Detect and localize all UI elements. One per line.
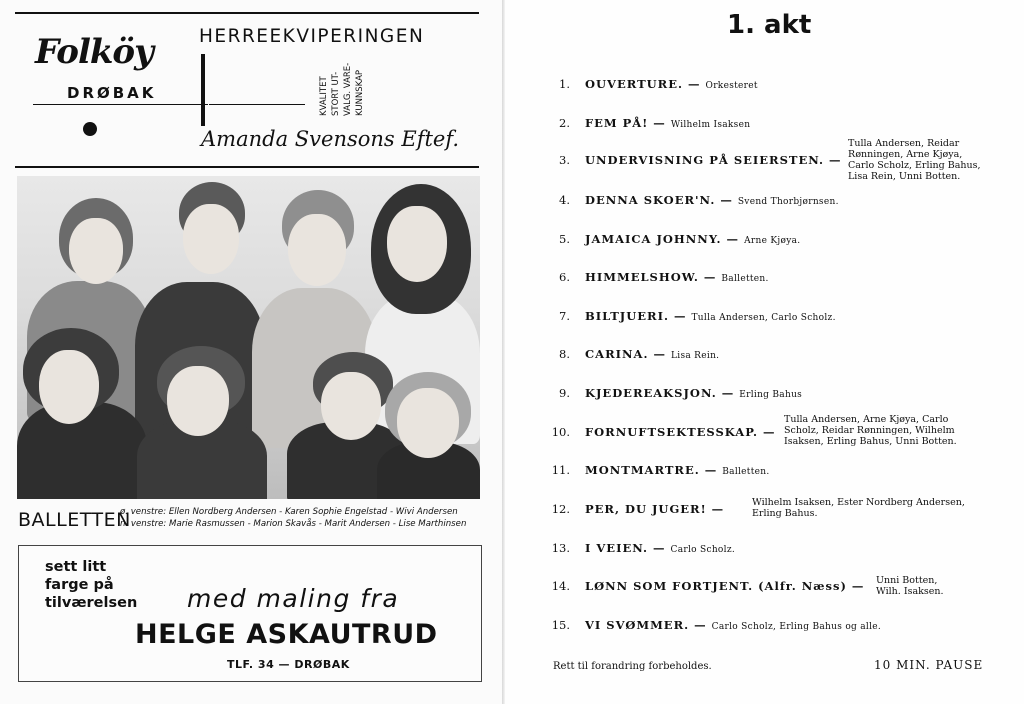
item-number: 15. (551, 618, 570, 632)
item-cast: Balletten. (722, 467, 770, 477)
item-number: 3. (559, 153, 570, 167)
item-title-line (585, 193, 839, 207)
program-footer-note: Rett til forandring forbeholdes. (553, 661, 712, 672)
item-number: 10. (551, 425, 570, 439)
item-title-line (585, 347, 719, 361)
program-intermission: 10 MIN. PAUSE (874, 658, 984, 672)
ad-phone: TLF. 34 — DRØBAK (227, 658, 350, 671)
item-number: 5. (559, 232, 570, 246)
item-title-line (585, 463, 770, 477)
program-item (548, 386, 1008, 406)
tagline-line: STORT UT- (331, 71, 341, 116)
item-cast: Arne Kjøya. (744, 236, 801, 246)
caption-bottom-row: n. venstre: Marie Rasmussen - Marion Skavås - Marit Andersen - Lise Marthinsen (120, 519, 467, 529)
ad-signature: Amanda Svensons Eftef. (201, 127, 460, 151)
left-page (0, 0, 505, 704)
slogan-line: tilværelsen (45, 595, 138, 611)
tagline-line: KUNNSKAP (355, 69, 365, 116)
program-item (548, 309, 1008, 329)
folkoy-advertisement (15, 12, 479, 168)
photo-person (137, 346, 267, 499)
tagline-line: VALG. VARE- (343, 62, 353, 116)
logo-town: DRØBAK (67, 84, 157, 102)
cast-line: Lisa Rein, Unni Botten. (848, 171, 961, 182)
item-cast: Erling Bahus (739, 390, 803, 400)
cast-line: Carlo Scholz, Erling Bahus, (848, 160, 981, 171)
cast-line: Tulla Andersen, Arne Kjøya, Carlo (784, 414, 949, 425)
askautrud-advertisement (18, 545, 482, 682)
folkoy-logo: Folköy (35, 32, 153, 72)
photo-person (377, 372, 480, 499)
item-cast: Carlo Scholz, Erling Bahus og alle. (711, 622, 882, 632)
item-cast: Orkesteret (705, 81, 758, 91)
item-title: LØNN SOM FORTJENT. (Alfr. Næss) — (585, 579, 865, 593)
logo-divider-right (209, 104, 305, 105)
item-title-line (585, 309, 836, 323)
item-cast-block (752, 497, 1000, 519)
item-title: FORNUFTSEKTESSKAP. — (585, 425, 776, 439)
item-title-line (585, 116, 750, 130)
item-number: 4. (559, 193, 570, 207)
logo-vertical-bar (201, 54, 205, 126)
item-number: 9. (559, 386, 570, 400)
item-number: 14. (551, 579, 570, 593)
logo-dot (83, 122, 97, 136)
item-cast: Lisa Rein. (670, 351, 720, 361)
item-title: PER, DU JUGER! — (585, 502, 725, 516)
item-number: 12. (551, 502, 570, 516)
item-title: CARINA. — (585, 347, 666, 361)
item-title: MONTMARTRE. — (585, 463, 718, 477)
item-number: 2. (559, 116, 570, 130)
item-cast-block (876, 575, 976, 597)
program-item (548, 270, 1008, 290)
logo-divider (33, 104, 208, 105)
program-item (548, 347, 1008, 367)
photo-person (17, 324, 147, 499)
item-number: 1. (559, 77, 570, 91)
cast-line: Scholz, Reidar Rønningen, Wilhelm (784, 425, 955, 436)
item-cast: Tulla Andersen, Carlo Scholz. (691, 313, 836, 323)
item-number: 8. (559, 347, 570, 361)
item-title-line (585, 270, 769, 284)
ballet-group-photo (17, 176, 480, 499)
slogan-line: sett litt (45, 559, 107, 575)
item-cast: Wilhelm Isaksen (670, 120, 751, 130)
cast-line: Tulla Andersen, Reidar (848, 138, 960, 149)
item-cast: Carlo Scholz. (670, 545, 736, 555)
program-item (548, 618, 1008, 638)
cast-line: Isaksen, Erling Bahus, Unni Botten. (784, 436, 957, 447)
ad-tagline (317, 50, 387, 116)
group-label: BALLETTEN (18, 509, 131, 531)
caption-top-row: ø. venstre: Ellen Nordberg Andersen - Karen Sophie Engelstad - Wivi Andersen (120, 507, 458, 517)
item-title-line (585, 232, 800, 246)
item-title: OUVERTURE. — (585, 77, 701, 91)
program-item (548, 232, 1008, 252)
item-cast-block (848, 138, 988, 182)
program-item (548, 541, 1008, 561)
ad-slogan (45, 558, 137, 612)
ad-headline: HERREEKVIPERINGEN (199, 26, 425, 47)
item-title: UNDERVISNING PÅ SEIERSTEN. — (585, 153, 842, 167)
item-title-line (585, 618, 881, 632)
slogan-line: farge på (45, 577, 114, 593)
program-item (548, 116, 1008, 136)
cast-line: Unni Botten, (876, 575, 938, 586)
item-title: FEM PÅ! — (585, 116, 666, 130)
item-title-line (585, 541, 735, 555)
item-number: 7. (559, 309, 570, 323)
item-number: 13. (551, 541, 570, 555)
cast-line: Wilh. Isaksen. (876, 586, 944, 597)
item-number: 11. (551, 463, 570, 477)
item-cast: Svend Thorbjørnsen. (737, 197, 839, 207)
program-item (548, 193, 1008, 213)
item-title: KJEDEREAKSJON. — (585, 386, 735, 400)
item-number: 6. (559, 270, 570, 284)
program-heading: 1. akt (727, 10, 812, 40)
cast-line: Erling Bahus. (752, 508, 818, 519)
cast-line: Rønningen, Arne Kjøya, (848, 149, 963, 160)
item-cast: Balletten. (721, 274, 769, 284)
item-title: DENNA SKOER'N. — (585, 193, 733, 207)
program-item (548, 463, 1008, 483)
ad-company-name: HELGE ASKAUTRUD (135, 619, 438, 650)
item-title-line (585, 77, 758, 91)
program-item (548, 77, 1008, 97)
ad-middle-text: med maling fra (187, 584, 400, 613)
item-title: HIMMELSHOW. — (585, 270, 717, 284)
item-title: I VEIEN. — (585, 541, 666, 555)
cast-line: Wilhelm Isaksen, Ester Nordberg Andersen, (752, 497, 965, 508)
tagline-line: KVALITET (319, 76, 329, 116)
item-cast-block (784, 414, 1000, 447)
item-title: JAMAICA JOHNNY. — (585, 232, 740, 246)
item-title: BILTJUERI. — (585, 309, 687, 323)
item-title: VI SVØMMER. — (585, 618, 707, 632)
item-title-line (585, 386, 802, 400)
